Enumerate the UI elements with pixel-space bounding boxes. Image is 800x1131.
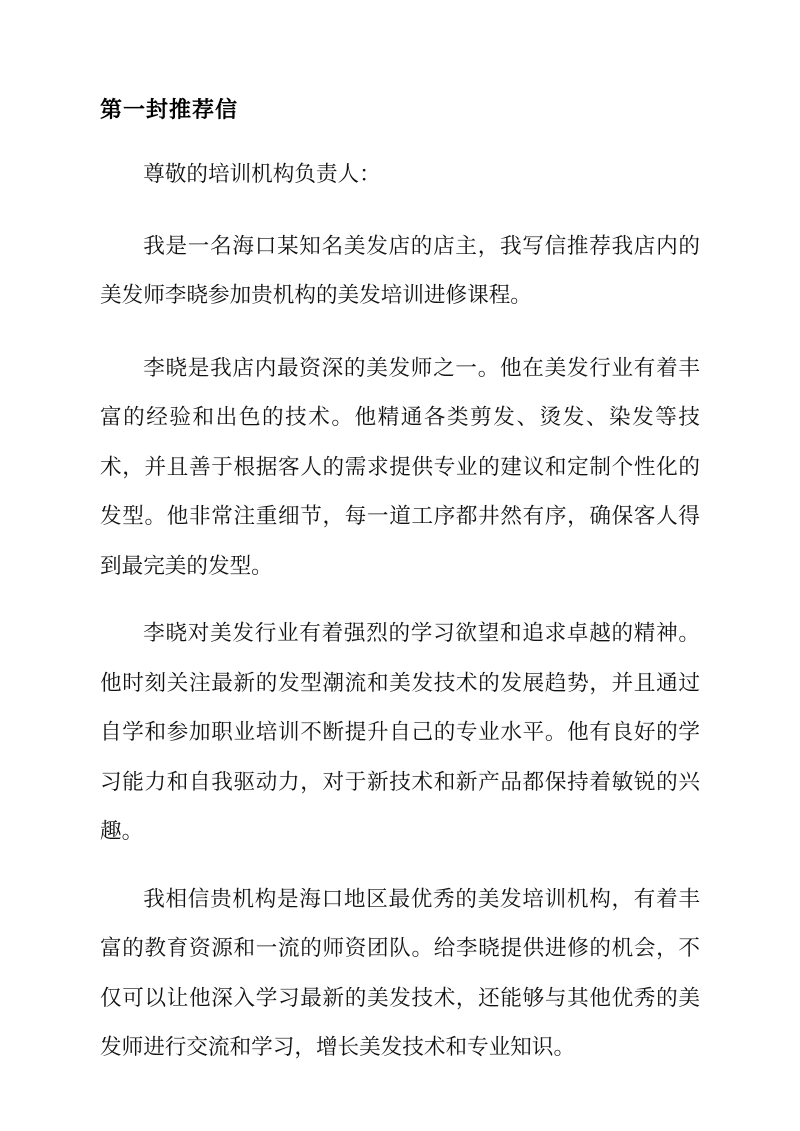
letter-title: 第一封推荐信 [100,97,239,123]
paragraph-recommendation: 我相信贵机构是海口地区最优秀的美发培训机构，有着丰富的教育资源和一流的师资团队。给李晓提供进修的机会，不仅可以让他深入学习最新的美发技术，还能够与其他优秀的美发师进行交流和学习，增长美发技术和专业知识。 [100,886,700,1060]
paragraph-learning: 李晓对美发行业有着强烈的学习欲望和追求卓越的精神。他时刻关注最新的发型潮流和美发技术的发展趋势，并且通过自学和参加职业培训不断提升自己的专业水平。他有良好的学习能力和自我驱动力，对于新技术和新产品都保持着敏锐的兴趣。 [100,621,700,844]
letter-body [100,150,700,1073]
paragraph-intro: 我是一名海口某知名美发店的店主，我写信推荐我店内的美发师李晓参加贵机构的美发培训进修课程。 [100,233,700,308]
salutation: 尊敬的培训机构负责人： [143,162,381,187]
paragraph-experience: 李晓是我店内最资深的美发师之一。他在美发行业有着丰富的经验和出色的技术。他精通各类剪发、烫发、染发等技术，并且善于根据客人的需求提供专业的建议和定制个性化的发型。他非常注重细节，每一道工序都井然有序，确保客人得到最完美的发型。 [100,355,700,579]
